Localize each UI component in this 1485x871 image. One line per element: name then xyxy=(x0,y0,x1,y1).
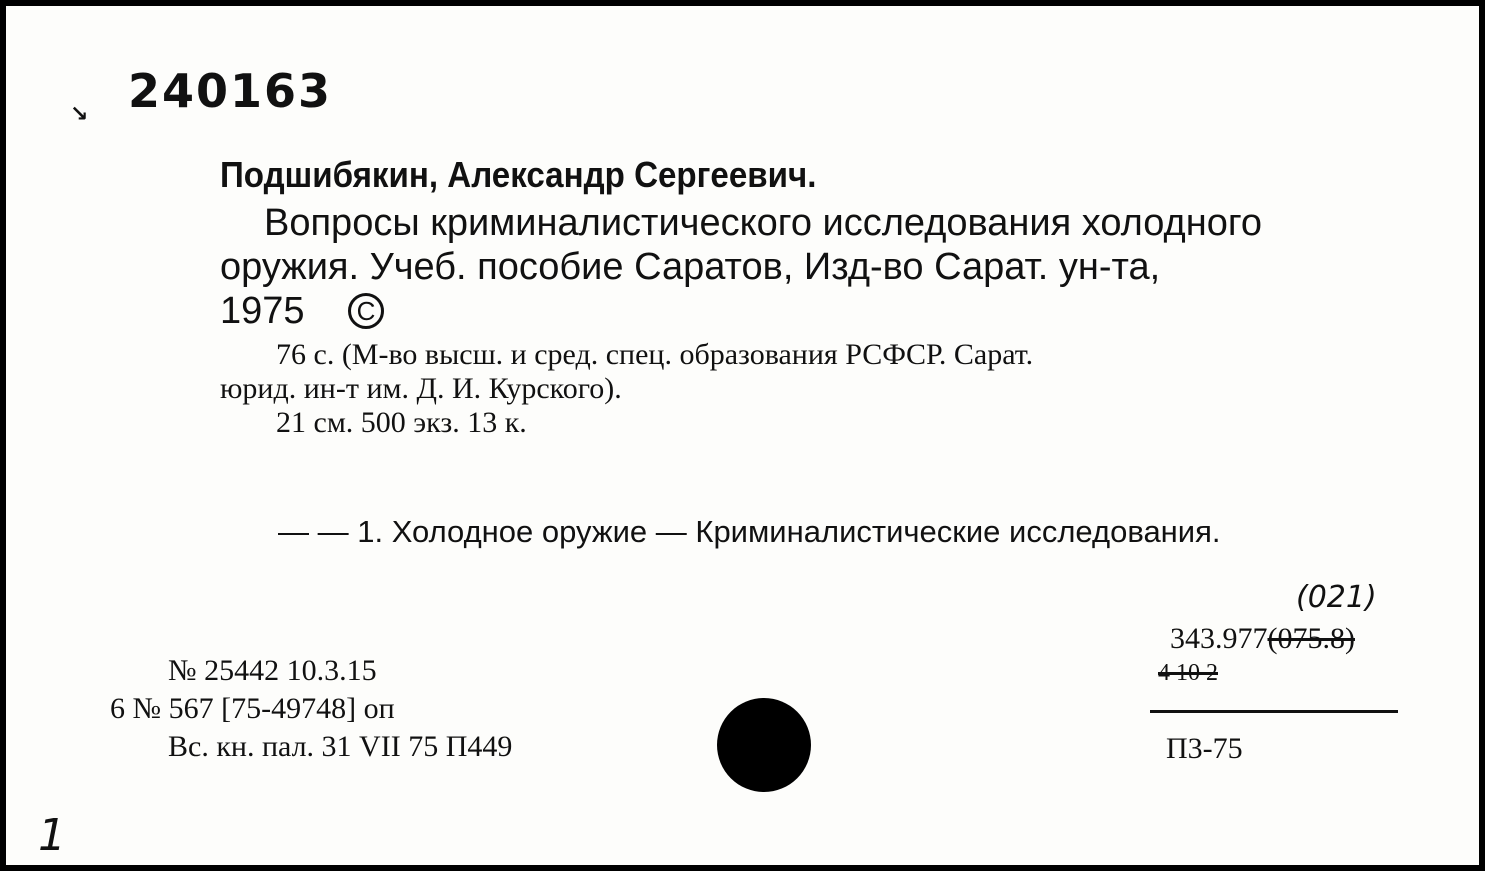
inventory-number: 240163 xyxy=(128,64,333,118)
footer-line-1: № 25442 10.3.15 xyxy=(168,654,377,687)
tick-mark: ↘ xyxy=(70,102,89,127)
classification-note: (021) xyxy=(1296,580,1377,615)
title-line-2: оружия. Учеб. пособие Саратов, Изд-во Сарат. ун-та, xyxy=(220,246,1161,288)
title-line-3: 1975 xyxy=(220,290,305,332)
classification-number-current: 343.977 xyxy=(1170,622,1268,655)
classification-struck: 4 10 2 xyxy=(1158,660,1218,686)
collation-line-2: юрид. ин-т им. Д. И. Курского). xyxy=(220,372,622,405)
title-line-1: Вопросы криминалистического исследования холодного xyxy=(264,202,1262,244)
collation-line-3: 21 см. 500 экз. 13 к. xyxy=(276,406,527,439)
catalog-card xyxy=(6,6,1479,865)
punch-hole xyxy=(717,698,811,792)
author-heading: Подшибякин, Александр Сергеевич. xyxy=(220,154,817,195)
footer-line-3: Вс. кн. пал. 31 VII 75 П449 xyxy=(168,730,513,763)
classification-number xyxy=(1170,622,1355,656)
corner-note: 1 xyxy=(38,810,66,861)
collation-line-1: 76 с. (М-во высш. и сред. спец. образования РСФСР. Сарат. xyxy=(276,338,1034,371)
subject-heading: — — 1. Холодное оружие — Криминалистические исследования. xyxy=(278,514,1221,549)
footer-line-2: 6 № 567 [75-49748] оп xyxy=(110,692,395,725)
copyright-icon: C xyxy=(348,293,384,329)
classification-number-old: (075.8) xyxy=(1267,622,1355,655)
classification-code: П3-75 xyxy=(1166,732,1243,765)
classification-divider xyxy=(1150,710,1398,713)
